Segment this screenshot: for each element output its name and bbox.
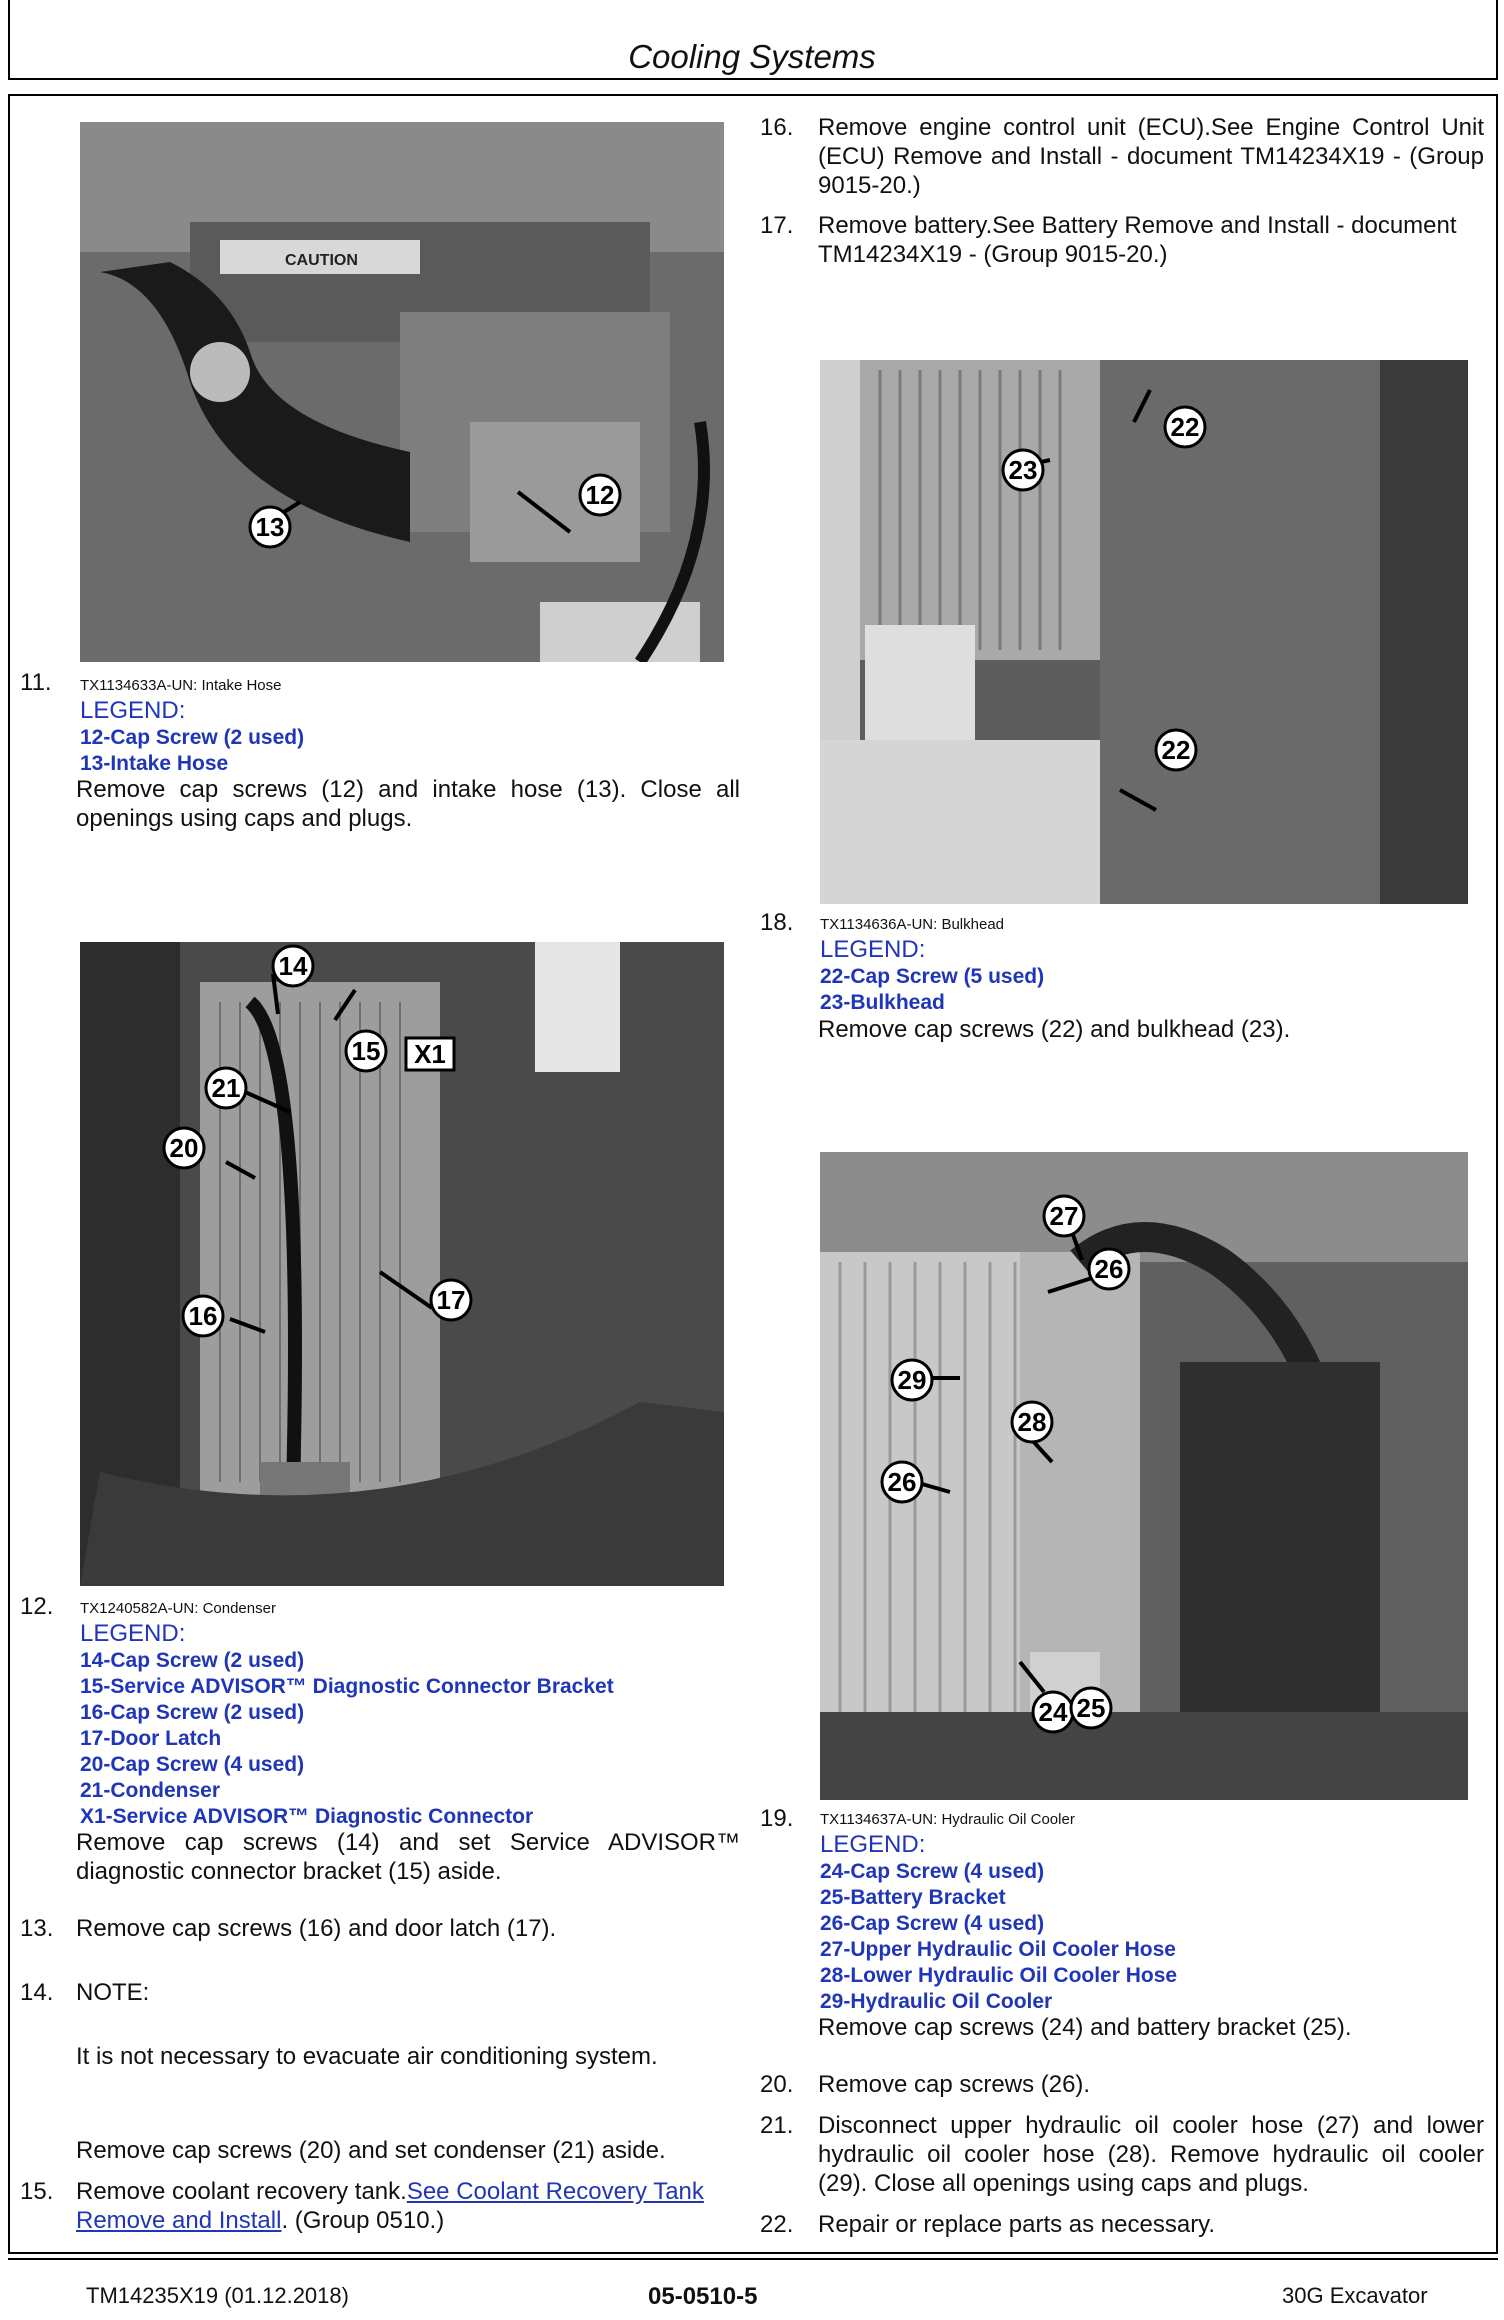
step-15-text: Remove coolant recovery tank. xyxy=(76,2178,407,2205)
callout-28: 28 xyxy=(1017,1407,1047,1437)
step-text-14: Remove cap screws (20) and set condenser (21) aside. xyxy=(76,2137,666,2164)
legend-item: 14-Cap Screw (2 used) xyxy=(80,1649,305,1672)
callout-22: 22 xyxy=(1170,412,1200,442)
legend-heading: LEGEND: xyxy=(80,697,186,724)
intake-hose-photo xyxy=(80,122,724,662)
legend-item: 27-Upper Hydraulic Oil Cooler Hose xyxy=(820,1938,1176,1961)
callout-20: 20 xyxy=(169,1133,199,1163)
page-title: Cooling Systems xyxy=(628,38,876,75)
legend-heading: LEGEND: xyxy=(820,1831,926,1858)
callout-29: 29 xyxy=(897,1365,927,1395)
step-number-14: 14. xyxy=(20,1979,54,2006)
legend-item: 26-Cap Screw (4 used) xyxy=(820,1912,1045,1935)
legend-item: 24-Cap Screw (4 used) xyxy=(820,1860,1045,1883)
legend-item: 23-Bulkhead xyxy=(820,991,945,1014)
step-number-16: 16. xyxy=(760,114,794,141)
callout-x1: X1 xyxy=(414,1039,446,1069)
step-text-12: Remove cap screws (14) and set Service ADVISOR™ diagnostic connector bracket (15) aside. xyxy=(76,1829,740,1885)
note-label: NOTE: xyxy=(76,1979,150,2006)
step-number-17: 17. xyxy=(760,212,794,239)
legend-item: 17-Door Latch xyxy=(80,1727,222,1750)
step-number-18: 18. xyxy=(760,909,794,936)
step-text-21: Disconnect upper hydraulic oil cooler hose (27) and lower hydraulic oil cooler hose (28). Remove hydraulic oil cooler (29). Close all openings using caps and plugs. xyxy=(818,2112,1484,2197)
step-text-18: Remove cap screws (22) and bulkhead (23). xyxy=(818,1016,1291,1043)
legend-item: 21-Condenser xyxy=(80,1779,221,1802)
callout-15: 15 xyxy=(351,1036,381,1066)
callout-26: 26 xyxy=(1094,1254,1124,1284)
legend-item: 25-Battery Bracket xyxy=(820,1886,1006,1909)
legend-item: 13-Intake Hose xyxy=(80,752,229,775)
footer-rule xyxy=(8,2258,1498,2260)
callout-13: 13 xyxy=(255,512,285,542)
step-text-19: Remove cap screws (24) and battery bracket (25). xyxy=(818,2014,1352,2041)
step-number-21: 21. xyxy=(760,2112,794,2139)
hydraulic-oil-cooler-photo xyxy=(820,1152,1468,1800)
legend-item: X1-Service ADVISOR™ Diagnostic Connector xyxy=(80,1805,534,1828)
step-number-20: 20. xyxy=(760,2071,794,2098)
step-text-16: Remove engine control unit (ECU).See Engine Control Unit (ECU) Remove and Install - document TM14234X19 - (Group 9015-20.) xyxy=(818,114,1484,199)
figure-caption-12: TX1240582A-UN: Condenser xyxy=(80,1600,276,1617)
footer-doc-id: TM14235X19 (01.12.2018) xyxy=(86,2283,349,2308)
legend-item: 20-Cap Screw (4 used) xyxy=(80,1753,305,1776)
step-number-15: 15. xyxy=(20,2178,54,2205)
step-number-13: 13. xyxy=(20,1915,54,1942)
step-text-11: Remove cap screws (12) and intake hose (13). Close all openings using caps and plugs. xyxy=(76,776,740,832)
callout-22: 22 xyxy=(1161,735,1191,765)
step-15-group: . (Group 0510.) xyxy=(281,2207,445,2234)
step-text-15 xyxy=(76,2177,740,2235)
caution-label: CAUTION xyxy=(285,252,358,269)
callout-12: 12 xyxy=(585,480,615,510)
callout-26: 26 xyxy=(887,1467,917,1497)
footer-model: 30G Excavator xyxy=(1282,2283,1428,2308)
bulkhead-photo xyxy=(820,360,1468,904)
legend-item: 15-Service ADVISOR™ Diagnostic Connector Bracket xyxy=(80,1675,614,1698)
callout-27: 27 xyxy=(1049,1201,1079,1231)
legend-heading: LEGEND: xyxy=(820,936,926,963)
figure-caption-18: TX1134636A-UN: Bulkhead xyxy=(820,916,1004,933)
note-text: It is not necessary to evacuate air conditioning system. xyxy=(76,2043,658,2070)
legend-item: 28-Lower Hydraulic Oil Cooler Hose xyxy=(820,1964,1178,1987)
legend-item: 12-Cap Screw (2 used) xyxy=(80,726,305,749)
figure-caption-11: TX1134633A-UN: Intake Hose xyxy=(80,677,282,694)
step-text-17: Remove battery.See Battery Remove and Install - document TM14234X19 - (Group 9015-20.) xyxy=(818,212,1457,268)
condenser-photo xyxy=(80,942,724,1586)
step-number-11: 11. xyxy=(20,669,52,696)
footer-page-number: 05-0510-5 xyxy=(648,2283,758,2310)
step-text-22: Repair or replace parts as necessary. xyxy=(818,2211,1216,2238)
callout-17: 17 xyxy=(436,1285,466,1315)
legend-heading: LEGEND: xyxy=(80,1620,186,1647)
callout-21: 21 xyxy=(211,1073,241,1103)
figure-caption-19: TX1134637A-UN: Hydraulic Oil Cooler xyxy=(820,1811,1075,1828)
callout-16: 16 xyxy=(188,1301,218,1331)
legend-item: 22-Cap Screw (5 used) xyxy=(820,965,1045,988)
callout-23: 23 xyxy=(1008,455,1038,485)
legend-item: 16-Cap Screw (2 used) xyxy=(80,1701,305,1724)
callout-14: 14 xyxy=(278,951,308,981)
legend-item: 29-Hydraulic Oil Cooler xyxy=(820,1990,1053,2013)
step-number-12: 12. xyxy=(20,1593,54,1620)
step-number-19: 19. xyxy=(760,1805,794,1832)
coolant-recovery-tank-link[interactable]: See Coolant Recovery Tank Remove and Install xyxy=(76,2178,704,2234)
callout-24: 24 xyxy=(1038,1697,1068,1727)
callout-25: 25 xyxy=(1076,1693,1106,1723)
step-text-13: Remove cap screws (16) and door latch (17). xyxy=(76,1915,557,1942)
step-number-22: 22. xyxy=(760,2211,794,2238)
step-text-20: Remove cap screws (26). xyxy=(818,2071,1091,2098)
